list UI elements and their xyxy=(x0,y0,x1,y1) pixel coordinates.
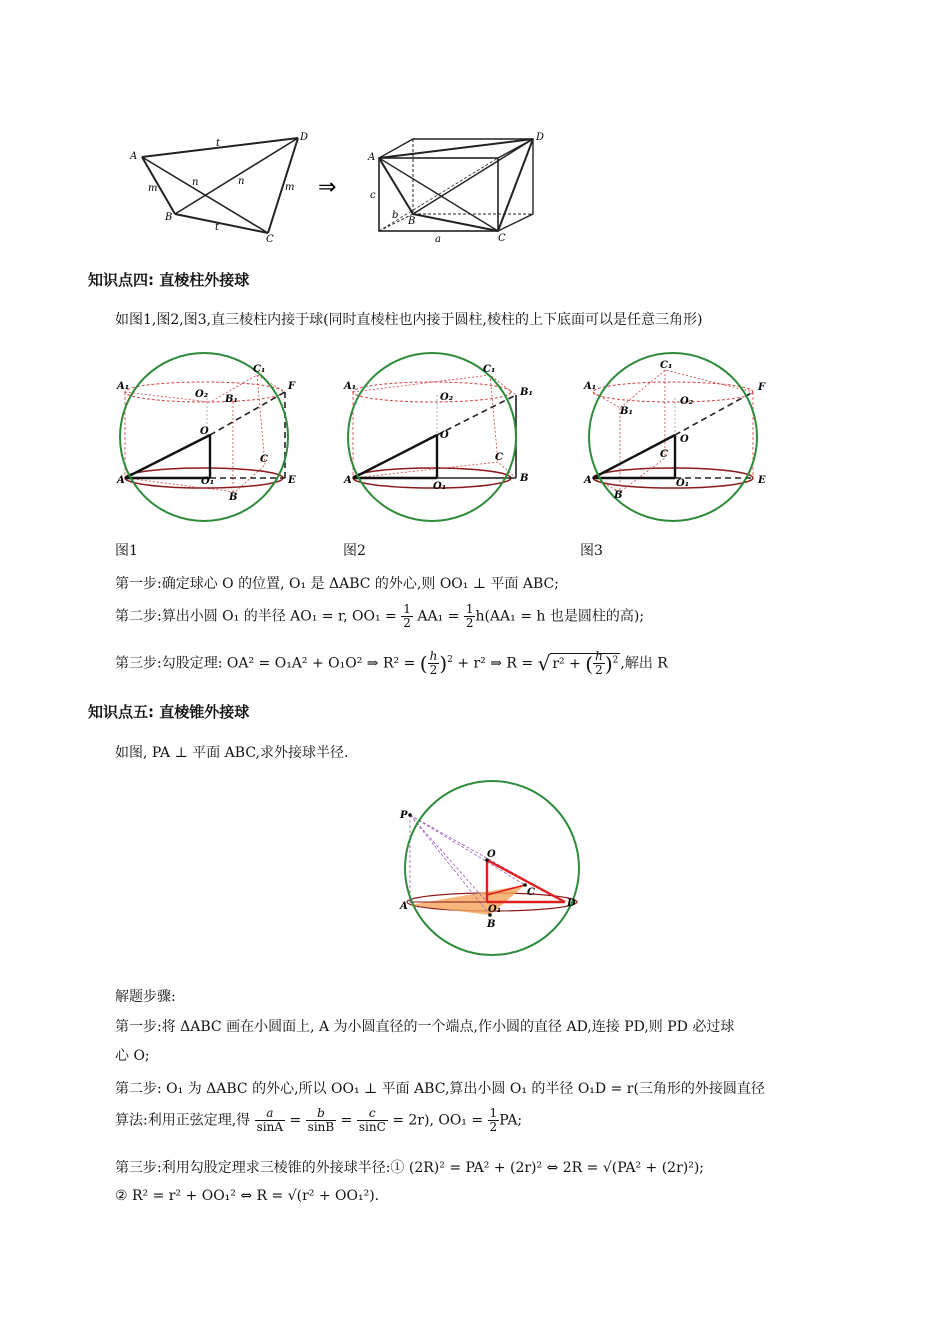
fig3-label-B1: B₁ xyxy=(620,406,633,417)
fig1-label-C: C xyxy=(260,454,268,465)
step3-mid: + r² ⇒ R = xyxy=(457,655,534,672)
box-label-b: b xyxy=(392,210,399,221)
fraction-h-over-2: $\frac{h}{2}$ xyxy=(429,649,438,677)
section-heading-5: 知识点五: 直棱锥外接球 xyxy=(88,703,250,721)
fig1-label-E: E xyxy=(288,475,296,486)
label-t-top: t xyxy=(216,138,221,149)
fraction-one-half-pa: $\frac{1}{2}$ xyxy=(489,1106,498,1134)
fraction-c-sinC: $\frac{c}{\sin C}$ xyxy=(358,1106,386,1134)
pyramid-label-A: A xyxy=(400,901,408,912)
fig3-label-B: B xyxy=(614,490,623,501)
box-label-D: D xyxy=(536,132,545,143)
section5-step3-line1: 第三步:利用勾股定理求三棱锥的外接球半径:① (2R)² = PA² + (2r)² ⇔ 2R = √(PA² + (2r)²); xyxy=(115,1160,705,1176)
steps-title: 解题步骤: xyxy=(115,989,176,1005)
fig3-label-A1: A₁ xyxy=(584,381,597,392)
figure-2 xyxy=(340,340,545,525)
step3-suffix: ,解出 R xyxy=(620,655,668,672)
label-C: C xyxy=(266,234,274,245)
fig1-label-F: F xyxy=(288,381,296,392)
pyramid-label-D: D xyxy=(567,898,576,909)
fraction-h-over-2-root: $\frac{h}{2}$ xyxy=(595,649,603,677)
label-B: B xyxy=(165,212,173,223)
fig2-label-O: O xyxy=(440,430,449,441)
step2-mid: AA₁ = xyxy=(417,608,460,625)
fraction-a-sinA: $\frac{a}{\sin A}$ xyxy=(256,1106,284,1134)
fig3-label-O2: O₂ xyxy=(680,396,694,407)
label-n2: n xyxy=(238,176,245,187)
fraction-one-half-2: $\frac{1}{2}$ xyxy=(465,602,474,630)
fig2-label-O2: O₂ xyxy=(440,392,454,403)
fig1-label-B: B xyxy=(229,492,238,503)
label-t-bottom: t xyxy=(215,222,220,233)
step2-line2-suffix: PA; xyxy=(499,1112,523,1129)
fig3-label-O: O xyxy=(680,434,689,445)
fig1-label-O: O xyxy=(200,426,209,437)
step2-suffix: h(AA₁ = h 也是圆柱的高); xyxy=(475,608,645,625)
box-diagram xyxy=(379,139,533,231)
box-label-c: c xyxy=(370,190,376,201)
figure-1 xyxy=(115,340,320,525)
fig1-label-A1: A₁ xyxy=(117,381,130,392)
box-label-C: C xyxy=(498,233,506,244)
pyramid-label-B: B xyxy=(487,919,496,930)
figure-3 xyxy=(580,340,785,525)
fig3-label-A: A xyxy=(584,475,592,486)
fraction-b-sinB: $\frac{b}{\sin B}$ xyxy=(307,1106,335,1134)
fig1-label-B1: B₁ xyxy=(225,394,238,405)
section4-step3: 第三步:勾股定理: OA² = O₁A² + O₁O² ⇒ R² = ( $\frac{h}{2}$ )$^2$ + r² ⇒ R = √ r² + ( $\frac{h}{2}$ )$^2$ ,解出 R xyxy=(115,649,668,677)
fig2-label-B1: B₁ xyxy=(520,387,533,398)
box-label-A: A xyxy=(368,152,376,163)
fig2-label-C: C xyxy=(495,452,503,463)
label-A: A xyxy=(130,151,138,162)
box-label-a: a xyxy=(435,234,441,245)
fig3-label-C: C xyxy=(660,449,668,460)
caption-figure-2: 图2 xyxy=(343,543,366,559)
section4-intro: 如图1,图2,图3,直三棱柱内接于球(同时直棱柱也内接于圆柱,棱柱的上下底面可以是任意三角形) xyxy=(115,312,703,328)
fig3-label-F: F xyxy=(758,382,766,393)
figure-pyramid xyxy=(395,775,590,960)
caption-figure-1: 图1 xyxy=(115,543,138,559)
fraction-one-half: $\frac{1}{2}$ xyxy=(403,602,411,630)
section5-step2-line1: 第二步: O₁ 为 ΔABC 的外心,所以 OO₁ ⊥ 平面 ABC,算出小圆 O₁ 的半径 O₁D = r(三角形的外接圆直径 xyxy=(115,1081,765,1097)
fig2-label-O1: O₁ xyxy=(433,481,447,492)
fig1-label-C1: C₁ xyxy=(253,364,266,375)
section5-step2-line2: 算法:利用正弦定理,得 $\frac{a}{\sin A}$ = $\frac{b}{\sin B}$ = $\frac{c}{\sin C}$ = 2r), OO₁ = $\frac{1}{2}$ PA; xyxy=(115,1106,523,1134)
caption-figure-3: 图3 xyxy=(580,543,603,559)
pyramid-label-P: P xyxy=(400,810,408,821)
fig2-label-A: A xyxy=(344,475,352,486)
fig3-label-C1: C₁ xyxy=(660,360,673,371)
label-D: D xyxy=(300,132,309,143)
fig2-label-A1: A₁ xyxy=(344,381,357,392)
fig1-label-A: A xyxy=(117,475,125,486)
fig3-label-O1: O₁ xyxy=(676,478,690,489)
pyramid-label-O1: O₁ xyxy=(488,904,502,915)
tetrahedron-to-box-figure xyxy=(120,128,560,248)
fig1-label-O1: O₁ xyxy=(201,476,215,487)
section5-step1-line2: 心 O; xyxy=(115,1048,150,1064)
step2-prefix: 第二步:算出小圆 O₁ 的半径 AO₁ = r, OO₁ = xyxy=(115,608,397,625)
fig2-label-C1: C₁ xyxy=(483,364,496,375)
pyramid-label-O: O xyxy=(487,849,496,860)
label-m-left: m xyxy=(148,183,158,194)
pyramid-label-C: C xyxy=(527,887,535,898)
section4-step1: 第一步:确定球心 O 的位置, O₁ 是 ΔABC 的外心,则 OO₁ ⊥ 平面 ABC; xyxy=(115,576,559,592)
box-label-B: B xyxy=(408,216,416,227)
fig2-label-B: B xyxy=(520,473,529,484)
step2-line2-mid: = 2r), OO₁ = xyxy=(392,1112,484,1129)
fig3-label-E: E xyxy=(758,475,766,486)
section4-step2 xyxy=(115,603,644,630)
section5-intro: 如图, PA ⊥ 平面 ABC,求外接球半径. xyxy=(115,745,349,761)
section-heading-4: 知识点四: 直棱柱外接球 xyxy=(88,271,250,289)
step2-line2-prefix: 算法:利用正弦定理,得 xyxy=(115,1112,251,1129)
implies-arrow: ⇒ xyxy=(318,175,337,200)
label-m-right: m xyxy=(285,182,295,193)
section5-step3-line2: ② R² = r² + OO₁² ⇔ R = √(r² + OO₁²). xyxy=(115,1188,380,1204)
section5-step1-line1: 第一步:将 ΔABC 画在小圆面上, A 为小圆直径的一个端点,作小圆的直径 AD,连接 PD,则 PD 必过球 xyxy=(115,1019,735,1035)
step3-prefix: 第三步:勾股定理: OA² = O₁A² + O₁O² ⇒ R² = xyxy=(115,655,416,672)
label-n1: n xyxy=(192,177,199,188)
fig1-label-O2: O₂ xyxy=(195,389,209,400)
